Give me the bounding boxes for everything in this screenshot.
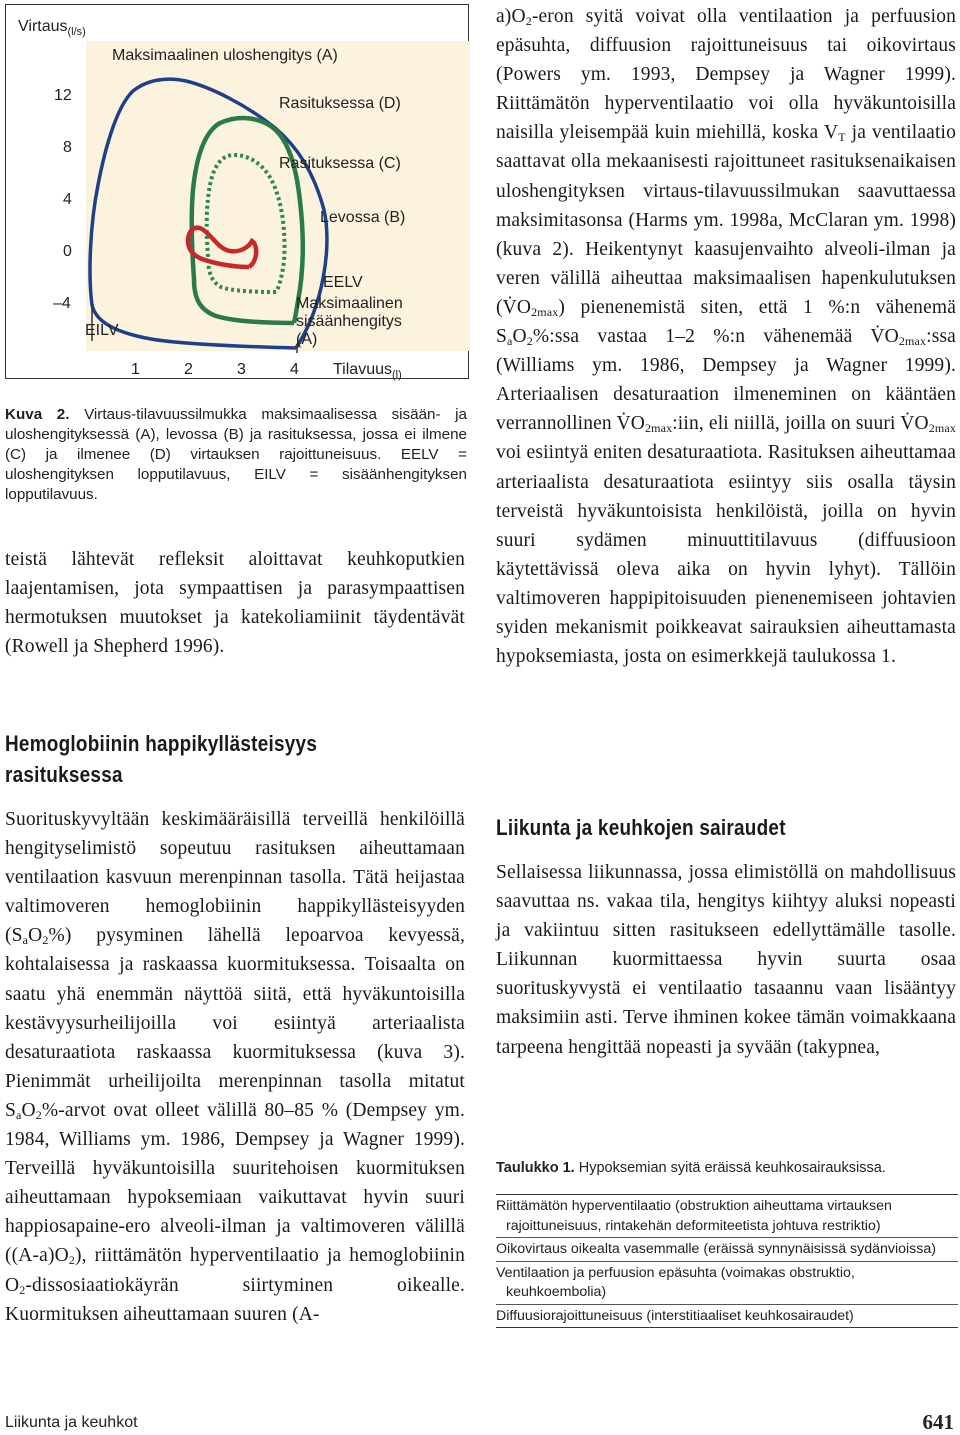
section-heading-hemoglobin [5,728,452,790]
label-max-insp-2: sisäänhengitys [296,313,402,330]
x-tick-2: 2 [184,361,193,378]
table-title-text: Hypoksemian syitä eräissä keuhkosairauksissa. [578,1160,886,1176]
x-tick-3: 3 [237,361,246,378]
table-label: Taulukko 1. [496,1160,575,1176]
flow-volume-figure [5,4,469,382]
loop-rest-b [188,228,256,267]
x-axis-label: Tilavuus$_{(l)}$ [333,361,402,382]
table-row: Oikovirtaus oikealta vasemmalle (eräissä synnynäisissä sydänvioissa) [496,1237,958,1261]
right-paragraph-1: $a)O_2$-eron syitä voivat olla ventilaation ja perfuusion epäsuhta, diffuusion rajoittuneisuus tai oikovirtaus (Powers ym. 1993, Dempsey ja Wagner 1999). Riittämätön hyperventilaatio voi olla hyväkuntoisilla naisilla yleisempää kuin miehillä, koska $V_T$ ja ventilaatio saattavat olla mekaanisesti rajoittuneet rasituksenaikaisen uloshengityksen virtaus-tilavuussilmukan saavuttaessa maksimitasonsa (Harms ym. 1998a, McClaran ym. 1998) (kuva 2). Heikentynyt kaasujenvaihto alveoli-ilman ja veren välillä aiheuttaa maksimaalisen hapenkulutuksen $(V̇O_{2max})$ pienenemistä siten, että 1 %:n vähenemä $S_aO_2\%:ssa$ vastaa 1–2 %:n vähenemää $V̇O_{2max}:ssa$ (Williams ym. 1986, Dempsey ja Wagner 1999). Arteriaalisen desaturaation ilmeneminen on kääntäen verrannollinen $V̇O_{2max}:iin$, eli niillä, joilla on suuri $V̇O_{2max}$ voi esiintyä eniten desaturaatiota. Rasituksen aiheuttamaa arteriaalista desaturaatiota esiintyy siis osalla täysin terveistä hyväkuntoisista henkilöistä, joilla on hyvin suuri sydämen minuuttitilavuus (diffuusioon käytettävissä oleva aika on hyvin lyhyt). Tällöin valtimoveren happipitoisuuden pienenemiseen johtavien syiden mekanismit poikkeavat sairauksien aiheuttamasta hypoksemiasta, josta on esimerkkejä taulukossa 1. [496,6,956,668]
label-exercise-d: Rasituksessa (D) [279,95,401,112]
table-row: Riittämätön hyperventilaatio (obstruktion aiheuttama virtauksen rajoittuneisuus, rintakehän deformiteetista johtuva restriktio) [496,1198,892,1234]
y-axis-label: Virtaus$_{(l/s)}$ [18,18,86,39]
label-eelv: EELV [323,274,363,291]
y-tick-minus-4: –4 [53,295,71,312]
left-paragraph-1: teistä lähtevät refleksit aloittavat keuhkoputkien laajentamisen, jota sympaattisen ja parasympaattisen hermotuksen muutokset ja katekoliamiinit täydentävät (Rowell ja Shepherd 1996). [5,549,465,658]
label-max-insp-1: Maksimaalinen [296,295,403,312]
caption-text: Virtaus-tilavuussilmukka maksimaalisessa sisään- ja uloshengityksessä (A), levossa (B) ja rasituksessa, jossa ei ilmene (C) ja ilmenee (D) virtauksen rajoittuneisuus. EELV = uloshengityksen lopputilavuus, EILV = sisäänhengityksen lopputilavuus. [5,406,467,503]
label-max-expiration: Maksimaalinen uloshengitys (A) [112,47,338,64]
section-heading-lung-diseases: Liikunta ja keuhkojen sairaudet [496,815,786,840]
label-rest-b: Levossa (B) [320,209,406,226]
x-tick-1: 1 [131,361,140,378]
heading-line-1: Hemoglobiinin happikyllästeisyys [5,731,318,756]
label-exercise-c: Rasituksessa (C) [279,155,401,172]
y-tick-8: 8 [63,139,72,156]
y-tick-12: 12 [54,87,72,104]
page-number: 641 [922,1410,954,1434]
table-title [496,1160,886,1176]
y-tick-0: 0 [63,243,72,260]
heading-line-2: rasituksessa [5,762,123,787]
running-footer: Liikunta ja keuhkot [5,1414,138,1431]
left-paragraph-2: Suorituskyvyltään keskimääräisillä terveillä henkilöillä hengityselimistö sopeutuu rasituksen aiheuttamaan ventilaation kasvuun merenpinnan tasolla. Tätä heijastaa valtimoveren hemoglobiinin happikyllästeisyyden $(S_aO_2\%)$ pysyminen lähellä lepoarvoa kevyessä, kohtalaisessa ja raskaassa kuormituksessa. Toisaalta on saatu yhä enemmän näyttöä siitä, että hyväkuntoisilla kestävyysurheilijoilla voi esiintyä arteriaalista desaturaatiota raskaassa kuormituksessa (kuva 3). Pienimmät urheilijoilta merenpinnan tasolla mitatut $S_aO_2\%$-arvot ovat olleet välillä 80–85 % (Dempsey ym. 1984, Williams ym. 1986, Dempsey ja Wagner 1999). Terveillä hyväkuntoisilla suuritehoisen kuormituksen aiheuttamaan hypoksemiaan vaikuttavat hyvin suuri happiosapaine-ero alveoli-ilman ja valtimoveren välillä $((A-a)O_2)$, riittämätön hyperventilaatio ja hemoglobiinin $O_2$-dissosiaatiokäyrän siirtyminen oikealle. Kuormituksen aiheuttamaan suuren (A- [5,809,465,1325]
table-row: Ventilaation ja perfuusion epäsuhta (voimakas obstruktio, keuhkoembolia) [496,1261,958,1304]
y-tick-4: 4 [63,191,72,208]
label-max-insp-3: (A) [296,331,318,348]
caption-label: Kuva 2. [5,406,70,423]
label-eilv: EILV [85,322,119,339]
right-paragraph-2: Sellaisessa liikunnassa, jossa elimistöllä on mahdollisuus saavuttaa ns. vakaa tila, hengitys kiihtyy aluksi nopeasti ja vakiintuu sitten rasitukseen edellyttämälle tasolle. Liikunnan kuormittaessa hyvin suurta osaa suorituskyvystä ei ventilaatio tasaannu vaan lisääntyy maksimiin asti. Terve ihminen kokee tämän voimakkaana tarpeena hengittää nopeasti ja syvään (takypnea, [496,862,956,1058]
loop-exercise-c [207,155,285,292]
table-row: Diffuusiorajoittuneisuus (interstitiaaliset keuhkosairaudet) [496,1304,958,1328]
hypoxemia-table [496,1194,958,1328]
x-tick-4: 4 [290,361,299,378]
figure-caption [5,405,467,505]
